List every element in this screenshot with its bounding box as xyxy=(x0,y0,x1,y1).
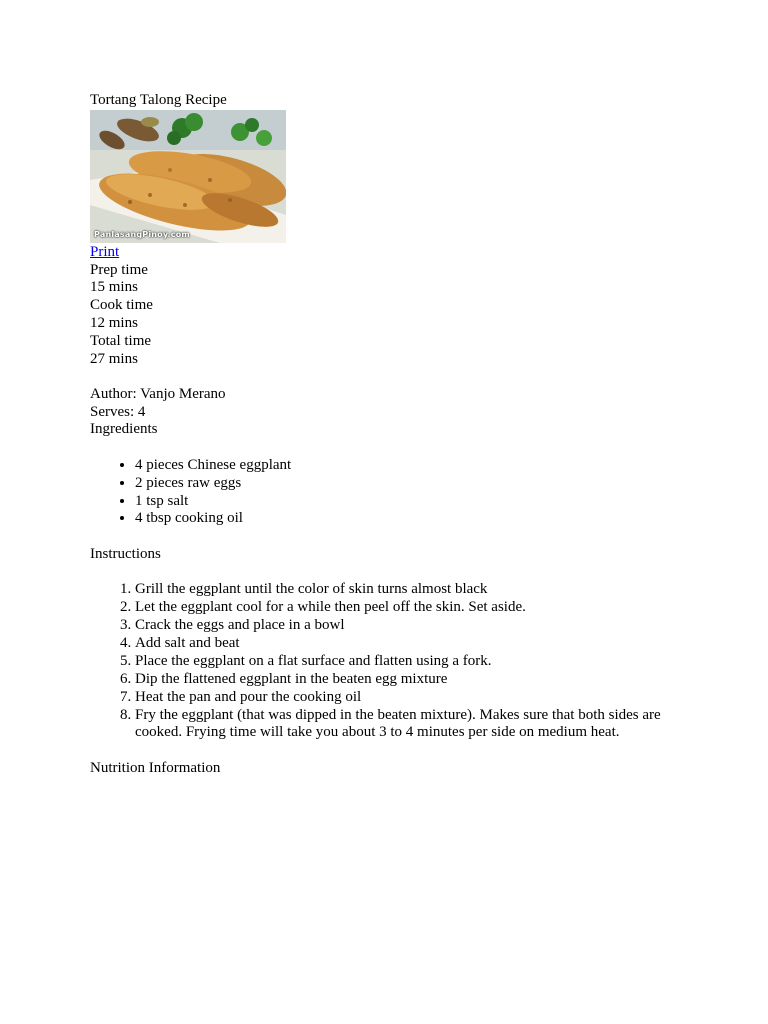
eggplant-omelette-image xyxy=(90,110,286,243)
recipe-serves: Serves: 4 xyxy=(90,403,146,420)
prep-time-label: Prep time xyxy=(90,261,148,278)
recipe-page xyxy=(90,92,690,778)
instruction-step: 7. Heat the pan and pour the cooking oil xyxy=(135,689,690,707)
prep-time-value: 15 mins xyxy=(90,279,138,296)
recipe-title: Tortang Talong Recipe xyxy=(90,92,227,108)
instructions-heading: Instructions xyxy=(90,545,161,562)
ingredients-list xyxy=(90,457,690,529)
nutrition-heading: Nutrition Information xyxy=(90,759,221,776)
ingredient-item: • 4 tbsp cooking oil xyxy=(135,510,690,528)
instruction-step: 4. Add salt and beat xyxy=(135,635,690,653)
instruction-step: 2. Let the eggplant cool for a while then peel off the skin. Set aside. xyxy=(135,599,690,617)
instructions-list xyxy=(90,581,690,742)
ingredient-item: • 2 pieces raw eggs xyxy=(135,475,690,493)
total-time-label: Total time xyxy=(90,332,152,349)
total-time-value: 27 mins xyxy=(90,350,138,367)
instruction-step: 8. Fry the eggplant (that was dipped in the beaten mixture). Makes sure that both sides are cooked. Frying time will take you about 3 to 4 minutes per side on medium heat. xyxy=(135,707,690,743)
cook-time-label: Cook time xyxy=(90,297,153,314)
recipe-photo xyxy=(90,110,286,243)
instruction-step: 3. Crack the eggs and place in a bowl xyxy=(135,617,690,635)
instruction-step: 5. Place the eggplant on a flat surface and flatten using a fork. xyxy=(135,653,690,671)
cook-time-value: 12 mins xyxy=(90,314,138,331)
instruction-step: 6. Dip the flattened eggplant in the beaten egg mixture xyxy=(135,671,690,689)
instruction-step: 1. Grill the eggplant until the color of skin turns almost black xyxy=(135,581,690,599)
print-link[interactable]: Print xyxy=(90,243,120,260)
image-watermark: PanlasangPinoy.com xyxy=(94,229,190,239)
ingredient-item: • 1 tsp salt xyxy=(135,493,690,511)
ingredient-item: • 4 pieces Chinese eggplant xyxy=(135,457,690,475)
ingredients-heading: Ingredients xyxy=(90,421,158,438)
recipe-author: Author: Vanjo Merano xyxy=(90,385,226,402)
